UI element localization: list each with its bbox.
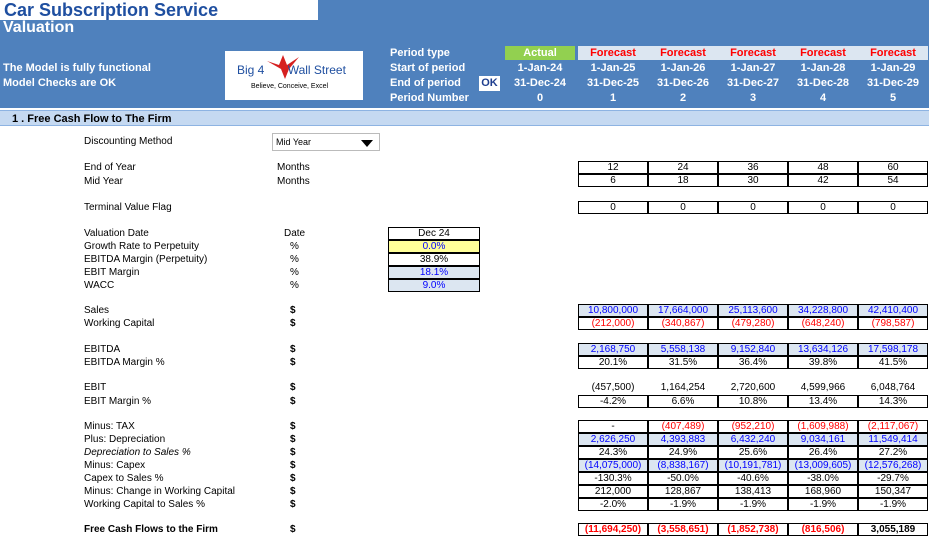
cwc-cell: 150,347: [858, 485, 928, 498]
sales-cell[interactable]: 10,800,000: [578, 304, 648, 317]
cwc-cell: 212,000: [578, 485, 648, 498]
unit-dollar: $: [290, 524, 296, 535]
valuation-date-input[interactable]: Dec 24: [388, 227, 480, 240]
ebit-m-cell: 13.4%: [788, 395, 858, 408]
ebit-cell: 1,164,254: [660, 382, 706, 393]
dep-cell[interactable]: 6,432,240: [718, 433, 788, 446]
mid-year-cell: 54: [858, 174, 928, 187]
wc-to-sales-label: Working Capital to Sales %: [84, 499, 205, 510]
ebit-label: EBIT: [84, 382, 107, 393]
fcff-cell: (1,852,738): [718, 523, 788, 536]
period-end: 31-Dec-24: [514, 77, 566, 89]
sales-cell[interactable]: 17,664,000: [648, 304, 718, 317]
tax-cell: (407,489): [648, 420, 718, 433]
fcff-label: Free Cash Flows to the Firm: [84, 524, 218, 535]
period-start: 1-Jan-26: [660, 62, 706, 74]
ebitda-label: EBITDA: [84, 344, 121, 355]
discount-method-value: Mid Year: [276, 137, 312, 147]
capex-cell[interactable]: (13,009,605): [788, 459, 858, 472]
period-type: Forecast: [578, 46, 648, 60]
wc-s-cell: -1.9%: [648, 498, 718, 511]
tv-flag-cell: 0: [578, 201, 648, 214]
mid-year-label: Mid Year: [84, 176, 123, 187]
ebit-margin-label: EBIT Margin: [84, 267, 140, 278]
capex-cell[interactable]: (12,576,268): [858, 459, 928, 472]
period-number: 5: [889, 92, 897, 104]
capex-s-cell: -130.3%: [578, 472, 648, 485]
period-start: 1-Jan-25: [590, 62, 636, 74]
unit-dollar: $: [290, 421, 296, 432]
ebit-cell: (457,500): [591, 382, 635, 393]
page-title: Car Subscription Service: [4, 0, 219, 20]
period-type: Forecast: [788, 46, 858, 60]
period-type: Actual: [505, 46, 575, 60]
ebitda-m-cell: 31.5%: [648, 356, 718, 369]
fcff-cell: (11,694,250): [578, 523, 648, 536]
ebitda-cell[interactable]: 9,152,840: [718, 343, 788, 356]
dep-cell[interactable]: 11,549,414: [858, 433, 928, 446]
section-header: [0, 110, 929, 126]
capex-s-cell: -38.0%: [788, 472, 858, 485]
sales-cell[interactable]: 42,410,400: [858, 304, 928, 317]
unit-dollar: $: [290, 434, 296, 445]
dep-s-cell: 26.4%: [788, 446, 858, 459]
discount-method-dropdown[interactable]: [272, 133, 380, 151]
unit-dollar: $: [290, 396, 296, 407]
wc-cell: (479,280): [718, 317, 788, 330]
model-status: The Model is fully functional: [3, 62, 151, 74]
period-start: 1-Jan-28: [800, 62, 846, 74]
unit-dollar: $: [290, 499, 296, 510]
end-of-year-unit: Months: [277, 162, 310, 173]
fcff-cell: 3,055,189: [858, 523, 928, 536]
ebit-m-cell: 14.3%: [858, 395, 928, 408]
fcff-cell: (3,558,651): [648, 523, 718, 536]
mid-year-cell: 18: [648, 174, 718, 187]
tv-flag-cell: 0: [858, 201, 928, 214]
tv-flag-cell: 0: [788, 201, 858, 214]
period-end: 31-Dec-27: [727, 77, 779, 89]
wc-s-cell: -1.9%: [858, 498, 928, 511]
period-number: 2: [679, 92, 687, 104]
ebit-cell: 4,599,966: [800, 382, 846, 393]
wc-cell: (340,867): [648, 317, 718, 330]
period-number: 4: [819, 92, 827, 104]
unit-dollar: $: [290, 473, 296, 484]
wacc-unit: %: [290, 280, 299, 291]
unit-dollar: $: [290, 382, 296, 393]
wc-s-cell: -1.9%: [788, 498, 858, 511]
capex-s-cell: -50.0%: [648, 472, 718, 485]
row-label-start: Start of period: [390, 62, 466, 74]
wacc-label: WACC: [84, 280, 115, 291]
period-end: 31-Dec-25: [587, 77, 639, 89]
tax-cell: (1,609,988): [788, 420, 858, 433]
change-wc-label: Minus: Change in Working Capital: [84, 486, 236, 497]
period-end: 31-Dec-29: [867, 77, 919, 89]
working-capital-label: Working Capital: [84, 318, 155, 329]
discount-method-label: Discounting Method: [84, 136, 173, 147]
wacc-input[interactable]: 9.0%: [388, 279, 480, 292]
ebitda-m-cell: 41.5%: [858, 356, 928, 369]
unit-dollar: $: [290, 344, 296, 355]
unit-dollar: $: [290, 447, 296, 458]
period-start: 1-Jan-24: [517, 62, 563, 74]
company-logo: [225, 51, 363, 100]
dep-s-cell: 25.6%: [718, 446, 788, 459]
tax-cell: (2,117,067): [858, 420, 928, 433]
period-type: Forecast: [858, 46, 928, 60]
page-subtitle: Valuation: [3, 19, 75, 36]
growth-rate-label: Growth Rate to Perpetuity: [84, 241, 200, 252]
wc-s-cell: -1.9%: [718, 498, 788, 511]
end-of-year-cell: 60: [858, 161, 928, 174]
capex-cell[interactable]: (10,191,781): [718, 459, 788, 472]
end-of-year-cell: 48: [788, 161, 858, 174]
capex-s-cell: -29.7%: [858, 472, 928, 485]
ebit-cell: 2,720,600: [730, 382, 776, 393]
ebitda-margin-perp-value: 38.9%: [388, 253, 480, 266]
capex-s-cell: -40.6%: [718, 472, 788, 485]
ebit-cell: 6,048,764: [870, 382, 916, 393]
period-type: Forecast: [648, 46, 718, 60]
period-end: 31-Dec-26: [657, 77, 709, 89]
fcff-cell: (816,506): [788, 523, 858, 536]
ebit-margin-unit: %: [290, 267, 299, 278]
ebitda-cell[interactable]: 17,598,178: [858, 343, 928, 356]
end-of-year-cell: 24: [648, 161, 718, 174]
dep-to-sales-label: Depreciation to Sales %: [84, 447, 191, 458]
growth-rate-unit: %: [290, 241, 299, 252]
cwc-cell: 138,413: [718, 485, 788, 498]
sales-cell[interactable]: 25,113,600: [718, 304, 788, 317]
tax-cell: -: [578, 420, 648, 433]
period-start: 1-Jan-27: [730, 62, 776, 74]
mid-year-cell: 30: [718, 174, 788, 187]
period-number: 1: [609, 92, 617, 104]
sales-label: Sales: [84, 305, 110, 316]
sales-cell[interactable]: 34,228,800: [788, 304, 858, 317]
cwc-cell: 168,960: [788, 485, 858, 498]
row-label-number: Period Number: [390, 92, 469, 104]
logo-text: Big 4 Wall Street: [237, 63, 346, 77]
ebitda-m-cell: 36.4%: [718, 356, 788, 369]
capex-label: Minus: Capex: [84, 460, 146, 471]
ok-badge: OK: [479, 76, 500, 91]
row-label-end: End of period: [390, 77, 461, 89]
dep-s-cell: 24.3%: [578, 446, 648, 459]
ebit-m-cell: 10.8%: [718, 395, 788, 408]
dep-s-cell: 24.9%: [648, 446, 718, 459]
section-title: 1 . Free Cash Flow to The Firm: [12, 113, 172, 125]
ebitda-m-cell: 20.1%: [578, 356, 648, 369]
unit-dollar: $: [290, 318, 296, 329]
tax-label: Minus: TAX: [84, 421, 135, 432]
ebit-margin-pct-label: EBIT Margin %: [84, 396, 152, 407]
ebitda-cell[interactable]: 2,168,750: [578, 343, 648, 356]
depreciation-label: Plus: Depreciation: [84, 434, 166, 445]
dep-cell[interactable]: 9,034,161: [788, 433, 858, 446]
dep-cell[interactable]: 2,626,250: [578, 433, 648, 446]
mid-year-cell: 6: [578, 174, 648, 187]
mid-year-unit: Months: [277, 176, 310, 187]
unit-dollar: $: [290, 486, 296, 497]
ebit-m-cell: 6.6%: [648, 395, 718, 408]
ebitda-m-cell: 39.8%: [788, 356, 858, 369]
wc-s-cell: -2.0%: [578, 498, 648, 511]
model-checks: Model Checks are OK: [3, 77, 117, 89]
dep-cell[interactable]: 4,393,883: [648, 433, 718, 446]
end-of-year-cell: 36: [718, 161, 788, 174]
ebitda-cell[interactable]: 13,634,126: [788, 343, 858, 356]
period-number: 0: [536, 92, 544, 104]
dep-s-cell: 27.2%: [858, 446, 928, 459]
unit-dollar: $: [290, 460, 296, 471]
capex-cell[interactable]: (14,075,000): [578, 459, 648, 472]
ebitda-margin-perp-unit: %: [290, 254, 299, 265]
tv-flag-cell: 0: [648, 201, 718, 214]
end-of-year-label: End of Year: [84, 162, 136, 173]
period-end: 31-Dec-28: [797, 77, 849, 89]
ebit-m-cell: -4.2%: [578, 395, 648, 408]
capex-to-sales-label: Capex to Sales %: [84, 473, 164, 484]
tv-flag-cell: 0: [718, 201, 788, 214]
cwc-cell: 128,867: [648, 485, 718, 498]
period-type: Forecast: [718, 46, 788, 60]
valuation-date-unit: Date: [284, 228, 306, 239]
unit-dollar: $: [290, 357, 296, 368]
logo-tagline: Believe, Conceive, Excel: [251, 83, 329, 90]
period-start: 1-Jan-29: [870, 62, 916, 74]
mid-year-cell: 42: [788, 174, 858, 187]
unit-dollar: $: [290, 305, 296, 316]
tax-cell: (952,210): [718, 420, 788, 433]
chevron-down-icon[interactable]: [361, 140, 373, 147]
wc-cell: (798,587): [858, 317, 928, 330]
title-box: [0, 0, 318, 20]
ebitda-margin-perp-label: EBITDA Margin (Perpetuity): [84, 254, 208, 265]
row-label-period-type: Period type: [390, 47, 450, 59]
end-of-year-cell: 12: [578, 161, 648, 174]
ebit-margin-input[interactable]: 18.1%: [388, 266, 480, 279]
valuation-date-label: Valuation Date: [84, 228, 149, 239]
tv-flag-label: Terminal Value Flag: [84, 202, 172, 213]
wc-cell: (212,000): [578, 317, 648, 330]
wc-cell: (648,240): [788, 317, 858, 330]
period-number: 3: [749, 92, 757, 104]
growth-rate-input[interactable]: 0.0%: [388, 240, 480, 253]
ebitda-margin-label: EBITDA Margin %: [84, 357, 165, 368]
capex-cell[interactable]: (8,838,167): [648, 459, 718, 472]
ebitda-cell[interactable]: 5,558,138: [648, 343, 718, 356]
header-band: [0, 0, 929, 108]
